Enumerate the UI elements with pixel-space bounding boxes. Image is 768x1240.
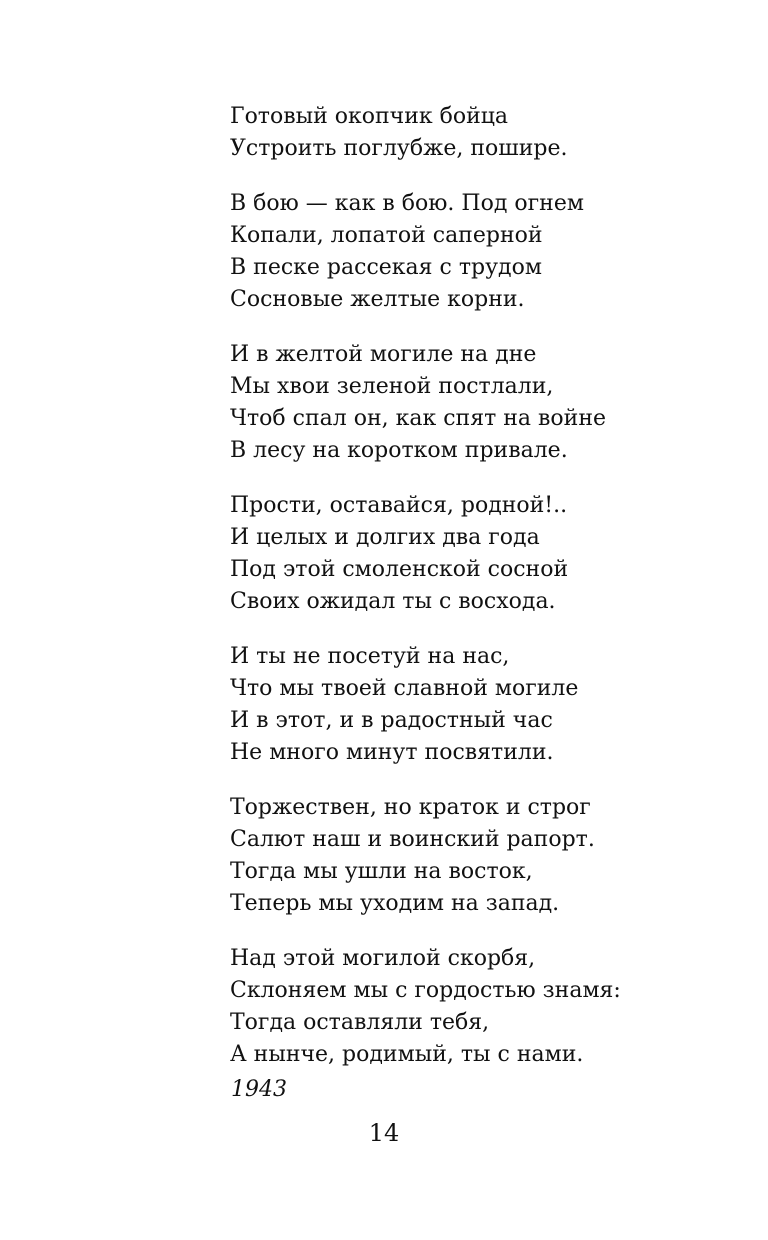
poem-line: Теперь мы уходим на запад. — [230, 891, 560, 916]
poem-line: Не много минут посвятили. — [230, 740, 554, 765]
stanza — [230, 792, 750, 920]
stanza — [230, 101, 750, 165]
poem-line: Копали, лопатой саперной — [230, 223, 543, 248]
page-number: 14 — [368, 1119, 400, 1147]
poem-line: В песке рассекая с трудом — [230, 255, 542, 280]
poem-line: Что мы твоей славной могиле — [230, 676, 579, 701]
poem-line: И в этот, и в радостный час — [230, 708, 553, 733]
poem-text — [230, 101, 750, 1094]
poem-line: Под этой смоленской сосной — [230, 557, 569, 582]
stanza — [230, 641, 750, 769]
poem-line: Устроить поглубже, пошире. — [230, 136, 568, 161]
poem-line: Тогда оставляли тебя, — [230, 1010, 490, 1035]
stanza — [230, 339, 750, 467]
poem-line: А нынче, родимый, ты с нами. — [230, 1042, 584, 1067]
poem-line: В бою — как в бою. Под огнем — [230, 191, 584, 216]
poem-date: 1943 — [231, 1077, 287, 1102]
poem-line: Над этой могилой скорбя, — [230, 946, 536, 971]
stanza — [230, 490, 750, 618]
poem-line: Салют наш и воинский рапорт. — [230, 827, 595, 852]
poem-line: Торжествен, но краток и строг — [230, 795, 591, 820]
poem-line: Чтоб спал он, как спят на войне — [230, 406, 607, 431]
poem-line: И ты не посетуй на нас, — [230, 644, 510, 669]
stanza — [230, 943, 750, 1071]
poem-line: И в желтой могиле на дне — [230, 342, 537, 367]
poem-line: В лесу на коротком привале. — [230, 438, 568, 463]
poem-line: Своих ожидал ты с восхода. — [230, 589, 556, 614]
poem-line: Готовый окопчик бойца — [230, 104, 509, 129]
poem-line: Склоняем мы с гордостью знамя: — [230, 978, 621, 1003]
poem-line: И целых и долгих два года — [230, 525, 540, 550]
poem-line: Мы хвои зеленой постлали, — [230, 374, 554, 399]
poem-line: Прости, оставайся, родной!.. — [230, 493, 568, 518]
stanza — [230, 188, 750, 316]
poem-line: Тогда мы ушли на восток, — [230, 859, 533, 884]
poem-line: Сосновые желтые корни. — [230, 287, 525, 312]
